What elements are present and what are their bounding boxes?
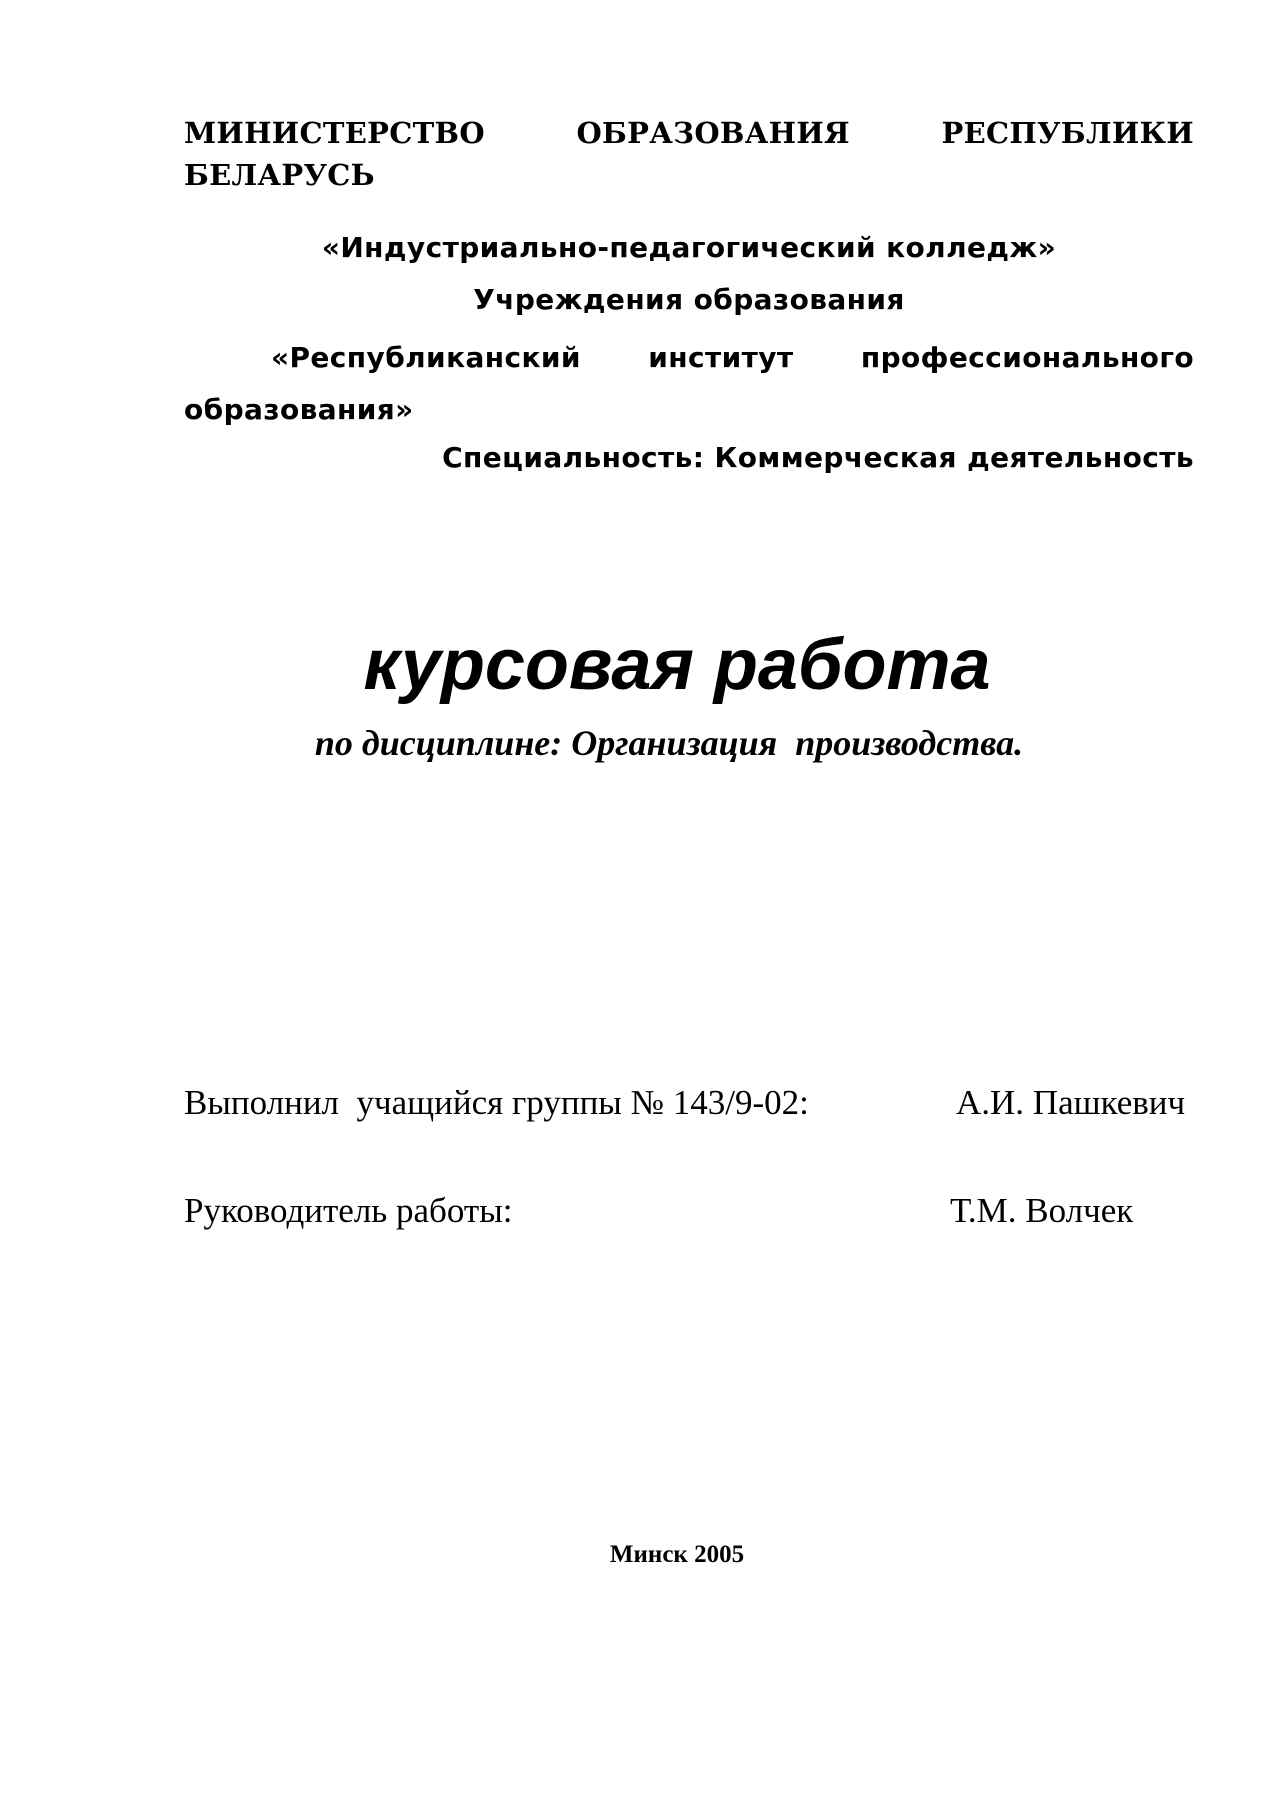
supervisor-label: Руководитель работы: bbox=[184, 1191, 513, 1230]
supervisor-name: Т.М. Волчек bbox=[950, 1191, 1134, 1230]
supervisor-signature-row bbox=[184, 1188, 1194, 1234]
student-label: Выполнил учащийся группы № 143/9-02: bbox=[184, 1083, 809, 1122]
work-type-title: курсовая работа bbox=[363, 625, 991, 705]
student-name: А.И. Пашкевич bbox=[956, 1083, 1186, 1122]
institute-name: «Республиканский институт профессионального образования» bbox=[184, 341, 1194, 426]
ministry-heading: МИНИСТЕРСТВО ОБРАЗОВАНИЯ РЕСПУБЛИКИ БЕЛАРУСЬ bbox=[184, 116, 1194, 192]
city-year: Минск 2005 bbox=[609, 1541, 745, 1568]
institution-label: Учреждения образования bbox=[473, 283, 905, 316]
specialty-line: Специальность: Коммерческая деятельность bbox=[442, 441, 1194, 474]
college-name: «Индустриально-педагогический колледж» bbox=[321, 231, 1057, 264]
discipline-subtitle: по дисциплине: Организация производства. bbox=[314, 723, 1024, 763]
student-signature-row bbox=[184, 1080, 1194, 1126]
